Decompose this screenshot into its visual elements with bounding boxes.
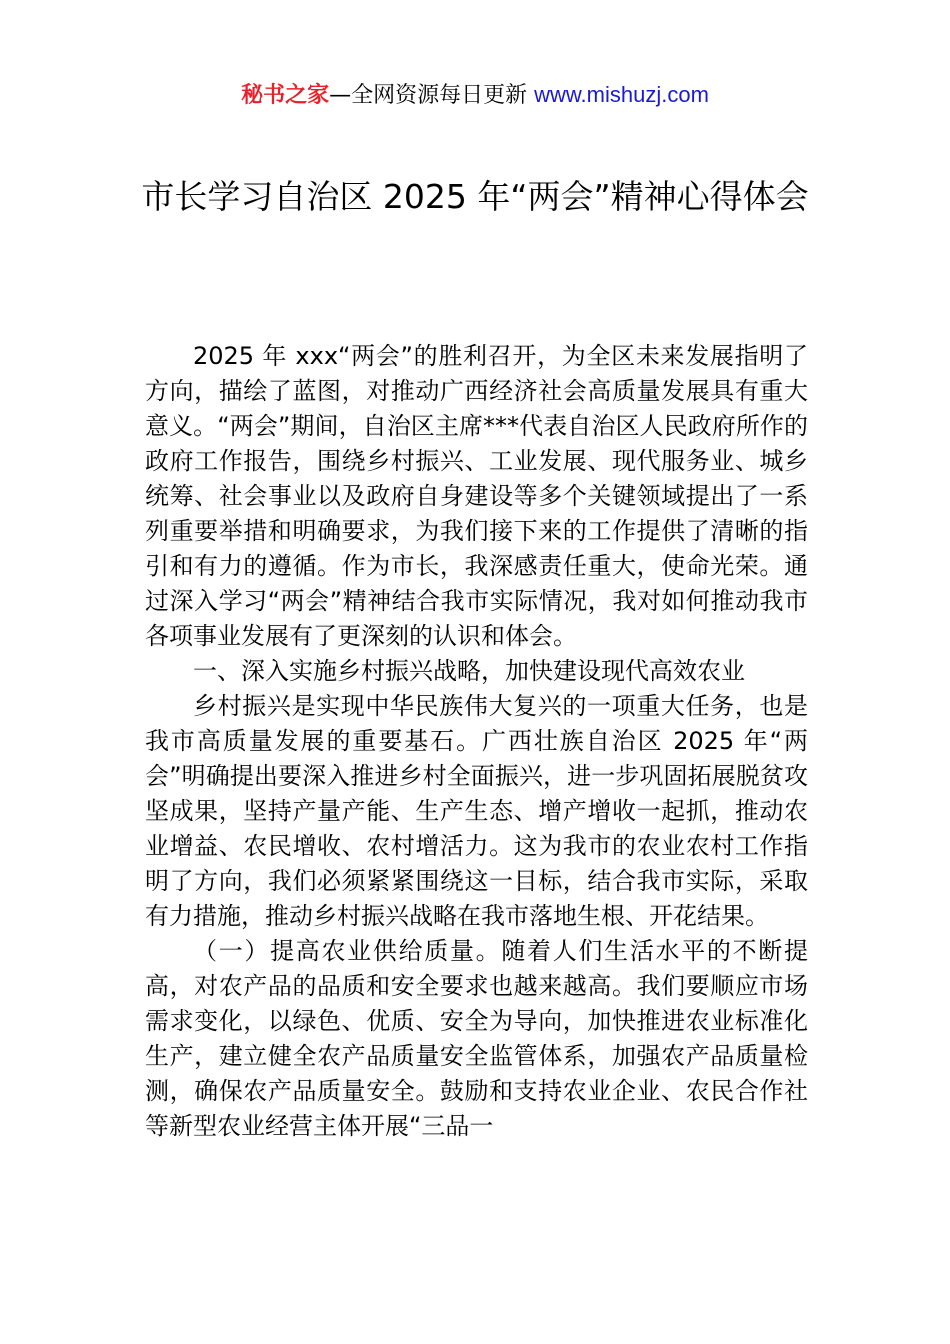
site-header (0, 79, 950, 112)
site-url-link[interactable]: www.mishuzj.com (534, 82, 709, 107)
paragraph-section-1: 乡村振兴是实现中华民族伟大复兴的一项重大任务，也是我市高质量发展的重要基石。广西壮族自治区 2025 年“两会”明确提出要深入推进乡村全面振兴，进一步巩固拓展脱贫攻坚成果，坚持产量产能、生产生态、增产增收一起抓，推动农业增益、农民增收、农村增活力。这为我市的农业农村工作指明了方向，我们必须紧紧围绕这一目标，结合我市实际，采取有力措施，推动乡村振兴战略在我市落地生根、开花结果。 (145, 692, 808, 930)
site-tagline: —全网资源每日更新 (329, 83, 535, 108)
section-heading-1: 一、深入实施乡村振兴战略，加快建设现代高效农业 (193, 657, 745, 685)
paragraph-intro: 2025 年 xxx“两会”的胜利召开，为全区未来发展指明了方向，描绘了蓝图，对推动广西经济社会高质量发展具有重大意义。“两会”期间，自治区主席***代表自治区人民政府所作的政府工作报告，围绕乡村振兴、工业发展、现代服务业、城乡统筹、社会事业以及政府自身建设等多个关键领域提出了一系列重要举措和明确要求，为我们接下来的工作提供了清晰的指引和有力的遵循。作为市长，我深感责任重大，使命光荣。通过深入学习“两会”精神结合我市实际情况，我对如何推动我市各项事业发展有了更深刻的认识和体会。 (145, 342, 808, 650)
site-brand: 秘书之家 (241, 83, 330, 108)
paragraph-subsection-1: （一）提高农业供给质量。随着人们生活水平的不断提高，对农产品的品质和安全要求也越来越高。我们要顺应市场需求变化，以绿色、优质、安全为导向，加快推进农业标准化生产，建立健全农产品质量安全监管体系，加强农产品质量检测，确保农产品质量安全。鼓励和支持农业企业、农民合作社等新型农业经营主体开展“三品一 (145, 937, 808, 1140)
document-body (145, 339, 808, 1144)
document-title: 市长学习自治区 2025 年“两会”精神心得体会 (141, 177, 809, 216)
